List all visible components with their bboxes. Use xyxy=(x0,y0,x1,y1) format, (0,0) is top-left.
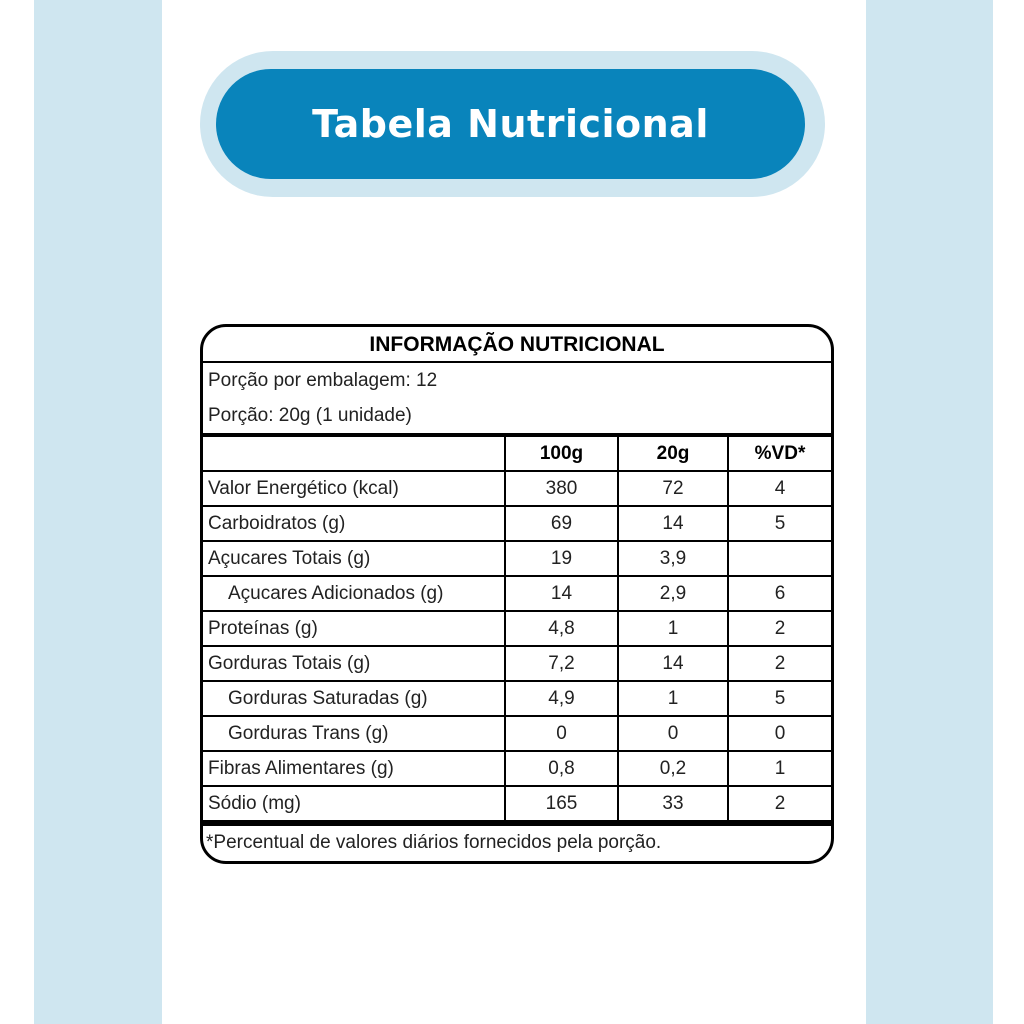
footnote: *Percentual de valores diários fornecidos pela porção. xyxy=(203,822,831,858)
table-row xyxy=(203,506,831,541)
table-row xyxy=(203,716,831,751)
title-banner xyxy=(216,69,805,179)
value-20g: 14 xyxy=(618,646,728,681)
title-banner-outline xyxy=(200,51,825,197)
value-100g: 4,9 xyxy=(505,681,618,716)
header-vd: %VD* xyxy=(728,437,831,471)
value-100g: 19 xyxy=(505,541,618,576)
value-100g: 165 xyxy=(505,786,618,821)
table-row xyxy=(203,541,831,576)
value-20g: 2,9 xyxy=(618,576,728,611)
value-vd: 0 xyxy=(728,716,831,751)
value-20g: 1 xyxy=(618,681,728,716)
left-side-band xyxy=(34,0,162,1024)
value-100g: 69 xyxy=(505,506,618,541)
table-row xyxy=(203,681,831,716)
value-vd: 5 xyxy=(728,681,831,716)
value-100g: 0 xyxy=(505,716,618,751)
nutrient-name: Fibras Alimentares (g) xyxy=(203,751,505,786)
nutrient-name: Sódio (mg) xyxy=(203,786,505,821)
serving-size: Porção: 20g (1 unidade) xyxy=(208,405,412,426)
value-vd: 4 xyxy=(728,471,831,506)
table-row xyxy=(203,646,831,681)
value-20g: 1 xyxy=(618,611,728,646)
value-20g: 33 xyxy=(618,786,728,821)
nutrient-name: Gorduras Trans (g) xyxy=(203,716,505,751)
value-20g: 3,9 xyxy=(618,541,728,576)
nutrient-name: Gorduras Saturadas (g) xyxy=(203,681,505,716)
value-20g: 72 xyxy=(618,471,728,506)
nutrition-heading: INFORMAÇÃO NUTRICIONAL xyxy=(203,327,831,363)
value-100g: 7,2 xyxy=(505,646,618,681)
table-header-row xyxy=(203,437,831,471)
table-row xyxy=(203,576,831,611)
value-20g: 14 xyxy=(618,506,728,541)
value-vd: 5 xyxy=(728,506,831,541)
value-20g: 0 xyxy=(618,716,728,751)
value-vd: 2 xyxy=(728,786,831,821)
value-100g: 380 xyxy=(505,471,618,506)
nutrient-name: Valor Energético (kcal) xyxy=(203,471,505,506)
table-row xyxy=(203,611,831,646)
nutrient-name: Gorduras Totais (g) xyxy=(203,646,505,681)
table-row xyxy=(203,751,831,786)
header-nutrient xyxy=(203,437,505,471)
nutrient-name: Proteínas (g) xyxy=(203,611,505,646)
table-row xyxy=(203,786,831,821)
page-title: Tabela Nutricional xyxy=(312,102,709,146)
servings-per-pack: Porção por embalagem: 12 xyxy=(208,370,438,391)
value-20g: 0,2 xyxy=(618,751,728,786)
value-vd xyxy=(728,541,831,576)
table-row xyxy=(203,471,831,506)
nutrient-name: Açucares Adicionados (g) xyxy=(203,576,505,611)
nutrient-name: Carboidratos (g) xyxy=(203,506,505,541)
value-vd: 1 xyxy=(728,751,831,786)
nutrition-facts-label xyxy=(200,324,834,864)
nutrition-table xyxy=(203,437,831,822)
right-side-band xyxy=(866,0,993,1024)
value-100g: 14 xyxy=(505,576,618,611)
value-100g: 0,8 xyxy=(505,751,618,786)
value-100g: 4,8 xyxy=(505,611,618,646)
header-20g: 20g xyxy=(618,437,728,471)
header-100g: 100g xyxy=(505,437,618,471)
value-vd: 2 xyxy=(728,611,831,646)
value-vd: 6 xyxy=(728,576,831,611)
nutrient-name: Açucares Totais (g) xyxy=(203,541,505,576)
value-vd: 2 xyxy=(728,646,831,681)
